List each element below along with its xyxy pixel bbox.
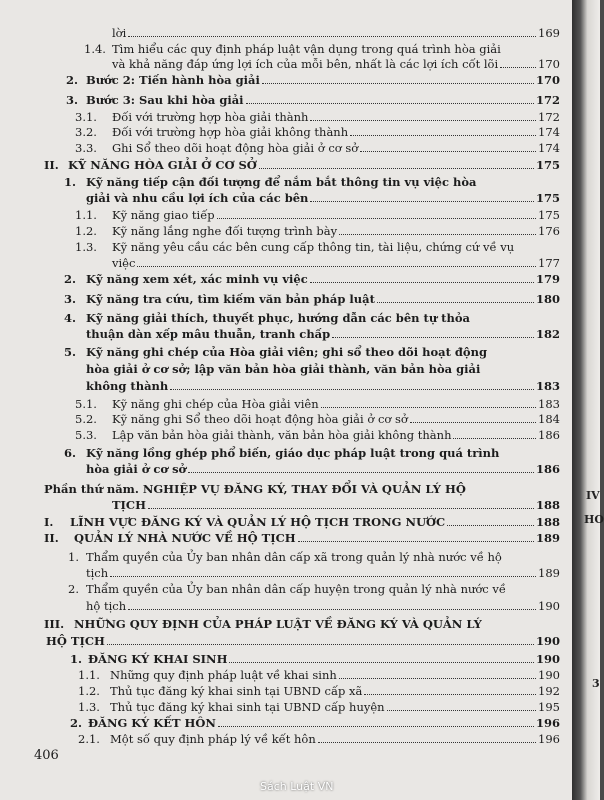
- toc-entry-title: Thẩm quyền của Ủy ban nhân dân cấp xã trong quản lý nhà nước về hộ: [86, 550, 502, 564]
- dot-leader: [377, 302, 534, 303]
- dot-leader: [128, 36, 536, 37]
- toc-entry-title: tịch: [86, 566, 109, 580]
- toc-entry-number: II.: [44, 531, 59, 545]
- toc-entry: [75, 428, 560, 442]
- toc-entry-title: Kỹ năng giải thích, thuyết phục, hướng dẫn các bên tự thỏa: [86, 311, 470, 325]
- toc-entry-title: Kỹ năng giao tiếp: [112, 208, 215, 222]
- next-page-fragment: HO: [584, 513, 604, 526]
- toc-entry-number: III.: [44, 617, 65, 631]
- toc-entry-title: hòa giải ở cơ sở: [86, 462, 187, 476]
- toc-entry-page: 183: [535, 379, 560, 393]
- toc-entry-title: Thủ tục đăng ký khai sinh tại UBND cấp xã: [110, 684, 363, 698]
- toc-entry-number: 2.: [70, 716, 83, 730]
- toc-entry: [75, 224, 560, 238]
- toc-entry: [64, 292, 560, 306]
- toc-entry: [78, 732, 560, 746]
- toc-entry-title: Kỹ năng tiếp cận đối tượng để nắm bắt thông tin vụ việc hòa: [86, 175, 477, 189]
- toc-entry: [78, 684, 560, 698]
- toc-entry-title: Kỹ năng lồng ghép phổ biến, giáo dục pháp luật trong quá trình: [86, 446, 500, 460]
- toc-entry: [44, 158, 560, 172]
- toc-entry-number: 6.: [64, 446, 77, 460]
- toc-entry-title: ĐĂNG KÝ KẾT HÔN: [88, 716, 216, 730]
- toc-entry-page: 174: [538, 141, 560, 155]
- toc-entry-number: 1.2.: [75, 224, 97, 238]
- toc-entry-number: 2.1.: [78, 732, 100, 746]
- toc-entry: [44, 482, 466, 496]
- toc-entry-title: Ghi Sổ theo dõi hoạt động hòa giải ở cơ sở: [112, 141, 359, 155]
- toc-entry: [86, 462, 560, 476]
- toc-entry: [66, 73, 560, 87]
- toc-entry: [112, 498, 560, 512]
- toc-entry: [44, 617, 482, 631]
- toc-entry: [75, 141, 560, 155]
- toc-entry-page: 172: [535, 93, 560, 107]
- toc-entry-page: 188: [535, 515, 560, 529]
- toc-entry-title: Đối với trường hợp hòa giải không thành: [112, 125, 349, 139]
- toc-entry: [86, 362, 480, 376]
- toc-entry-page: 176: [538, 224, 560, 238]
- toc-entry-page: 186: [538, 428, 560, 442]
- toc-entry-title: Thủ tục đăng ký khai sinh tại UBND cấp huyện: [110, 700, 385, 714]
- toc-entry-title: Kỹ năng lắng nghe đối tượng trình bày: [112, 224, 338, 238]
- toc-entry-number: 2.: [68, 582, 79, 596]
- toc-entry-title: ĐĂNG KÝ KHAI SINH: [88, 652, 228, 666]
- page-number: 406: [34, 748, 59, 763]
- dot-leader: [410, 422, 536, 423]
- toc-entry-title: Những quy định pháp luật về khai sinh: [110, 668, 337, 682]
- toc-entry-title: và khả năng đáp ứng lợi ích của mỗi bên, nhất là các lợi ích cốt lõi: [112, 57, 499, 71]
- toc-entry-title: TỊCH: [112, 498, 146, 512]
- dot-leader: [447, 525, 534, 526]
- toc-entry: [75, 240, 515, 254]
- toc-entry-title: Kỹ năng yêu cầu các bên cung cấp thông tin, tài liệu, chứng cứ về vụ: [112, 240, 515, 254]
- toc-entry: [112, 57, 560, 71]
- toc-entry-page: 175: [538, 208, 560, 222]
- toc-entry-page: 175: [535, 158, 560, 172]
- toc-entry-number: 1.3.: [75, 240, 97, 254]
- toc-entry-number: 4.: [64, 311, 77, 325]
- toc-entry-title: KỸ NĂNG HÒA GIẢI Ở CƠ SỞ: [68, 158, 257, 172]
- toc-entry-page: 184: [538, 412, 560, 426]
- toc-entry-title: Tìm hiểu các quy định pháp luật vận dụng trong quá trình hòa giải: [112, 42, 501, 56]
- toc-entry-number: 1.: [70, 652, 83, 666]
- dot-leader: [453, 438, 536, 439]
- toc-entry-title: Thẩm quyền của Ủy ban nhân dân cấp huyện trong quản lý nhà nước về: [86, 582, 506, 596]
- toc-entry: [64, 311, 470, 325]
- toc-entry: [86, 599, 560, 613]
- dot-leader: [360, 151, 536, 152]
- toc-entry-title: Kỹ năng ghi chép của Hòa giải viên: [112, 397, 319, 411]
- toc-entry-page: 189: [535, 531, 560, 545]
- dot-leader: [298, 541, 534, 542]
- toc-entry: [64, 272, 560, 286]
- toc-entry-title: Kỹ năng ghi Sổ theo dõi hoạt động hòa giải ở cơ sở: [112, 412, 408, 426]
- toc-entry: [75, 208, 560, 222]
- toc-entry: [78, 700, 560, 714]
- toc-entry: [68, 582, 506, 596]
- toc-entry: [64, 175, 477, 189]
- toc-entry-title: Lập văn bản hòa giải thành, văn bản hòa giải không thành: [112, 428, 452, 442]
- toc-entry-page: 192: [538, 684, 560, 698]
- toc-entry-title: Bước 3: Sau khi hòa giải: [86, 93, 244, 107]
- toc-entry: [86, 379, 560, 393]
- dot-leader: [310, 201, 534, 202]
- dot-leader: [137, 266, 536, 267]
- dot-leader: [310, 120, 536, 121]
- toc-entry-page: 174: [538, 125, 560, 139]
- toc-entry: [66, 93, 560, 107]
- toc-entry: [112, 26, 560, 40]
- toc-entry-title: Đối với trường hợp hòa giải thành: [112, 110, 309, 124]
- toc-entry-page: 170: [535, 73, 560, 87]
- toc-entry: [44, 531, 560, 545]
- toc-entry-page: 170: [538, 57, 560, 71]
- toc-entry-page: 186: [535, 462, 560, 476]
- toc-entry: [70, 716, 560, 730]
- dot-leader: [321, 407, 536, 408]
- toc-entry: [86, 191, 560, 205]
- toc-entry: [75, 397, 560, 411]
- dot-leader: [229, 662, 534, 663]
- dot-leader: [148, 508, 534, 509]
- toc-entry-page: 188: [535, 498, 560, 512]
- toc-entry-title: Kỹ năng xem xét, xác minh vụ việc: [86, 272, 308, 286]
- toc-entry-number: 1.: [68, 550, 79, 564]
- dot-leader: [217, 218, 536, 219]
- toc-entry-number: 3.: [66, 93, 79, 107]
- toc-entry-page: 179: [535, 272, 560, 286]
- toc-entry-title: Phần thứ năm. NGHIỆP VỤ ĐĂNG KÝ, THAY ĐỔI VÀ QUẢN LÝ HỘ: [44, 482, 466, 496]
- toc-entry-title: NHỮNG QUY ĐỊNH CỦA PHÁP LUẬT VỀ ĐĂNG KÝ VÀ QUẢN LÝ: [74, 617, 482, 631]
- toc-entry: [70, 652, 560, 666]
- toc-entry: [46, 634, 560, 648]
- toc-entry-number: 1.: [64, 175, 77, 189]
- toc-entry-number: 2.: [66, 73, 79, 87]
- toc-entry-title: thuận dàn xếp mâu thuẫn, tranh chấp: [86, 327, 331, 341]
- dot-leader: [262, 83, 534, 84]
- toc-entry-title: Một số quy định pháp lý về kết hôn: [110, 732, 316, 746]
- toc-entry-title: không thành: [86, 379, 169, 393]
- toc-entry-page: 190: [538, 599, 560, 613]
- watermark: Sách Luật VN: [260, 780, 334, 793]
- toc-entry: [64, 345, 488, 359]
- toc-entry-title: LĨNH VỰC ĐĂNG KÝ VÀ QUẢN LÝ HỘ TỊCH TRONG NƯỚC: [70, 515, 446, 529]
- toc-entry-page: 183: [538, 397, 560, 411]
- dot-leader: [310, 282, 534, 283]
- toc-entry-page: 190: [535, 634, 560, 648]
- toc-entry-number: 1.1.: [75, 208, 97, 222]
- toc-entry-number: I.: [44, 515, 54, 529]
- toc-entry-number: 5.1.: [75, 397, 97, 411]
- toc-entry: [112, 256, 560, 270]
- dot-leader: [339, 234, 536, 235]
- toc-entry-page: 196: [535, 716, 560, 730]
- dot-leader: [332, 337, 534, 338]
- toc-entry-number: 5.3.: [75, 428, 97, 442]
- toc-entry-title: giải và nhu cầu lợi ích của các bên: [86, 191, 309, 205]
- toc-entry: [75, 412, 560, 426]
- toc-entry-title: Kỹ năng tra cứu, tìm kiếm văn bản pháp luật: [86, 292, 375, 306]
- dot-leader: [128, 609, 536, 610]
- dot-leader: [246, 103, 534, 104]
- dot-leader: [110, 576, 536, 577]
- toc-entry-title: hộ tịch: [86, 599, 127, 613]
- dot-leader: [339, 678, 536, 679]
- toc-entry-title: hòa giải ở cơ sở; lập văn bản hòa giải thành, văn bản hòa giải: [86, 362, 481, 376]
- toc-entry-number: II.: [44, 158, 59, 172]
- toc-entry-title: QUẢN LÝ NHÀ NƯỚC VỀ HỘ TỊCH: [74, 531, 296, 545]
- dot-leader: [170, 389, 534, 390]
- dot-leader: [259, 168, 534, 169]
- toc-entry-number: 1.3.: [78, 700, 100, 714]
- toc-entry-number: 3.1.: [75, 110, 97, 124]
- toc-entry-page: 180: [535, 292, 560, 306]
- toc-entry-title: Bước 2: Tiến hành hòa giải: [86, 73, 260, 87]
- dot-leader: [387, 710, 536, 711]
- toc-entry-title: Kỹ năng ghi chép của Hòa giải viên; ghi sổ theo dõi hoạt động: [86, 345, 488, 359]
- dot-leader: [218, 726, 534, 727]
- toc-entry-page: 196: [538, 732, 560, 746]
- toc-entry: [44, 515, 560, 529]
- toc-entry-page: 190: [538, 668, 560, 682]
- dot-leader: [318, 742, 536, 743]
- toc-entry: [68, 550, 502, 564]
- toc-entry-number: 3.3.: [75, 141, 97, 155]
- toc-entry-number: 5.2.: [75, 412, 97, 426]
- dot-leader: [350, 135, 536, 136]
- toc-entry-number: 1.1.: [78, 668, 100, 682]
- toc-entry-number: 3.: [64, 292, 77, 306]
- dot-leader: [188, 472, 534, 473]
- toc-entry-title: việc: [112, 256, 136, 270]
- toc-entry-page: 175: [535, 191, 560, 205]
- toc-entry-title: lời: [112, 26, 127, 40]
- toc-entry-number: 2.: [64, 272, 77, 286]
- toc-entry-number: 5.: [64, 345, 77, 359]
- toc-entry: [86, 566, 560, 580]
- next-page-fragment: 3: [592, 677, 600, 690]
- toc-entry: [75, 125, 560, 139]
- next-page-edge: [572, 0, 604, 800]
- toc-entry-number: 1.2.: [78, 684, 100, 698]
- toc-entry-title: HỘ TỊCH: [46, 634, 105, 648]
- toc-entry: [84, 42, 501, 56]
- toc-entry: [64, 446, 500, 460]
- toc-entry-page: 177: [538, 256, 560, 270]
- toc-entry: [75, 110, 560, 124]
- toc-entry-page: 172: [538, 110, 560, 124]
- next-page-fragment: IV: [586, 489, 600, 502]
- toc-entry-page: 195: [538, 700, 560, 714]
- dot-leader: [107, 644, 534, 645]
- dot-leader: [364, 694, 536, 695]
- toc-entry-page: 189: [538, 566, 560, 580]
- dot-leader: [500, 67, 536, 68]
- toc-entry-page: 169: [538, 26, 560, 40]
- toc-entry-number: 1.4.: [84, 42, 106, 56]
- toc-entry-page: 182: [535, 327, 560, 341]
- toc-entry: [86, 327, 560, 341]
- toc-entry: [78, 668, 560, 682]
- toc-entry-page: 190: [535, 652, 560, 666]
- toc-entry-number: 3.2.: [75, 125, 97, 139]
